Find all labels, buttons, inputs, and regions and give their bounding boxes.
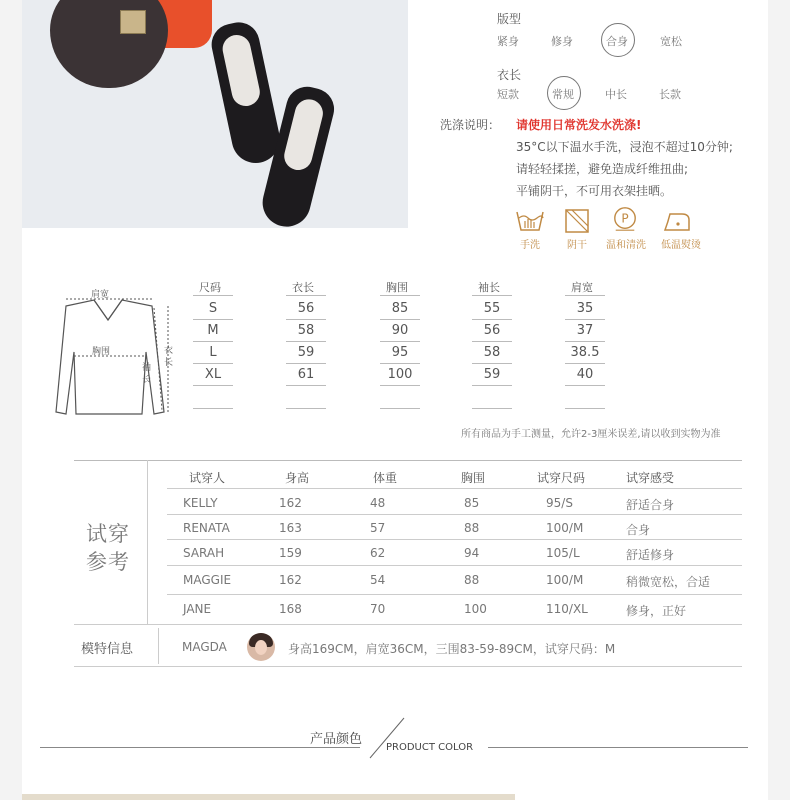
size-cell: 35: [576, 301, 594, 316]
care-label: 阴干: [567, 240, 587, 251]
svg-text:P: P: [621, 211, 629, 226]
size-cell: 100: [387, 367, 413, 382]
tryon-cell: 修身，正好: [626, 604, 687, 618]
product-photo: [22, 0, 408, 228]
size-cell: 58: [297, 323, 315, 338]
size-cell: 38.5: [570, 345, 600, 360]
tryon-cell: 48: [370, 496, 386, 510]
tryon-cell: 94: [464, 546, 480, 560]
size-cell: S: [208, 301, 218, 316]
tryon-cell: 163: [279, 521, 302, 535]
tryon-cell: JANE: [183, 602, 212, 616]
care-label: 手洗: [520, 240, 540, 251]
diagram-sleeve-label: 袖长: [142, 363, 152, 385]
diagram-length-label: 衣长: [164, 346, 174, 368]
length-option: 长款: [659, 88, 681, 101]
tryon-header: 试穿尺码: [537, 471, 586, 485]
tryon-cell: 162: [279, 496, 302, 510]
tryon-cell: 168: [279, 602, 302, 616]
tryon-cell: 62: [370, 546, 386, 560]
size-cell: 56: [297, 301, 315, 316]
size-cell: 59: [483, 367, 501, 382]
diagram-shoulder-label: 肩宽: [91, 290, 110, 300]
product-color-subtitle: PRODUCT COLOR: [386, 742, 474, 753]
fit-option: 修身: [551, 35, 573, 48]
gentle-clean-icon: [610, 206, 640, 232]
tryon-title: 试穿: [86, 522, 130, 546]
size-cell: 37: [576, 323, 594, 338]
tryon-title: 参考: [86, 550, 130, 574]
size-cell: XL: [204, 367, 222, 382]
tryon-cell: 100/M: [546, 521, 584, 535]
tryon-cell: 85: [464, 496, 480, 510]
tryon-cell: 88: [464, 521, 480, 535]
size-cell: 58: [483, 345, 501, 360]
tryon-cell: SARAH: [183, 546, 225, 560]
tryon-cell: 162: [279, 573, 302, 587]
hand-wash-icon: [515, 208, 545, 234]
size-cell: 90: [391, 323, 409, 338]
tryon-header: 试穿人: [189, 471, 226, 485]
size-cell: M: [207, 323, 219, 338]
tryon-header: 身高: [285, 471, 310, 485]
size-cell: L: [209, 345, 217, 360]
wash-label: 洗涤说明：: [440, 118, 501, 132]
care-label: 低温熨烫: [661, 240, 701, 251]
fit-option: 宽松: [660, 35, 682, 48]
tryon-cell: 稍微宽松，合适: [626, 575, 711, 589]
tryon-header: 体重: [373, 471, 398, 485]
wash-line: 平铺阴干，不可用衣架挂晒。: [516, 184, 673, 198]
tryon-cell: 100/M: [546, 573, 584, 587]
size-header: 袖长: [478, 281, 500, 294]
wash-line: 35°C以下温水手洗，浸泡不超过10分钟;: [516, 140, 733, 154]
size-header: 胸围: [386, 281, 408, 294]
tryon-cell: 110/XL: [546, 602, 588, 616]
tryon-cell: 57: [370, 521, 386, 535]
length-option: 中长: [605, 88, 627, 101]
tryon-cell: 70: [370, 602, 386, 616]
tryon-cell: 88: [464, 573, 480, 587]
size-cell: 40: [576, 367, 594, 382]
wash-line: 请轻轻揉搓，避免造成纤维扭曲;: [516, 162, 689, 176]
tryon-cell: KELLY: [183, 496, 218, 510]
shade-dry-icon: [562, 208, 592, 234]
fit-option-selected: 合身: [606, 35, 628, 48]
size-header: 尺码: [199, 281, 221, 294]
length-option-selected: 常规: [552, 88, 574, 101]
length-label: 衣长: [497, 68, 522, 82]
size-cell: 95: [391, 345, 409, 360]
tryon-header: 胸围: [461, 471, 486, 485]
fit-option: 紧身: [497, 35, 519, 48]
tryon-cell: 100: [464, 602, 487, 616]
tryon-cell: 95/S: [546, 496, 573, 510]
model-info: 身高169CM，肩宽36CM，三围83-59-89CM，试穿尺码：M: [288, 642, 616, 656]
product-color-title: 产品颜色: [310, 732, 363, 747]
size-cell: 56: [483, 323, 501, 338]
shoe-image-left: [208, 19, 284, 168]
care-label: 温和清洗: [606, 240, 646, 251]
slash-divider: [366, 716, 406, 760]
fit-label: 版型: [497, 12, 522, 26]
tryon-cell: 159: [279, 546, 302, 560]
tryon-cell: 合身: [626, 523, 651, 537]
size-header: 肩宽: [571, 281, 593, 294]
tryon-cell: 舒适合身: [626, 498, 675, 512]
size-cell: 61: [297, 367, 315, 382]
model-name: MAGDA: [182, 640, 227, 654]
tryon-cell: 105/L: [546, 546, 580, 560]
tryon-cell: MAGGIE: [183, 573, 232, 587]
wash-highlight: 请使用日常洗发水洗涤!: [516, 118, 642, 132]
diagram-chest-label: 胸围: [92, 347, 111, 357]
low-iron-icon: [662, 208, 692, 234]
size-cell: 55: [483, 301, 501, 316]
tryon-header: 试穿感受: [626, 471, 675, 485]
size-cell: 85: [391, 301, 409, 316]
size-cell: 59: [297, 345, 315, 360]
tryon-cell: RENATA: [183, 521, 230, 535]
tryon-cell: 54: [370, 573, 386, 587]
length-option: 短款: [497, 88, 519, 101]
size-header: 衣长: [292, 281, 314, 294]
tryon-cell: 舒适修身: [626, 548, 675, 562]
next-image-edge: [22, 794, 515, 800]
model-info-label: 模特信息: [81, 642, 134, 657]
measure-note: 所有商品为手工测量，允许2-3厘米误差,请以收到实物为准: [461, 429, 721, 440]
model-avatar: [247, 633, 275, 661]
handbag-image: [50, 0, 168, 88]
